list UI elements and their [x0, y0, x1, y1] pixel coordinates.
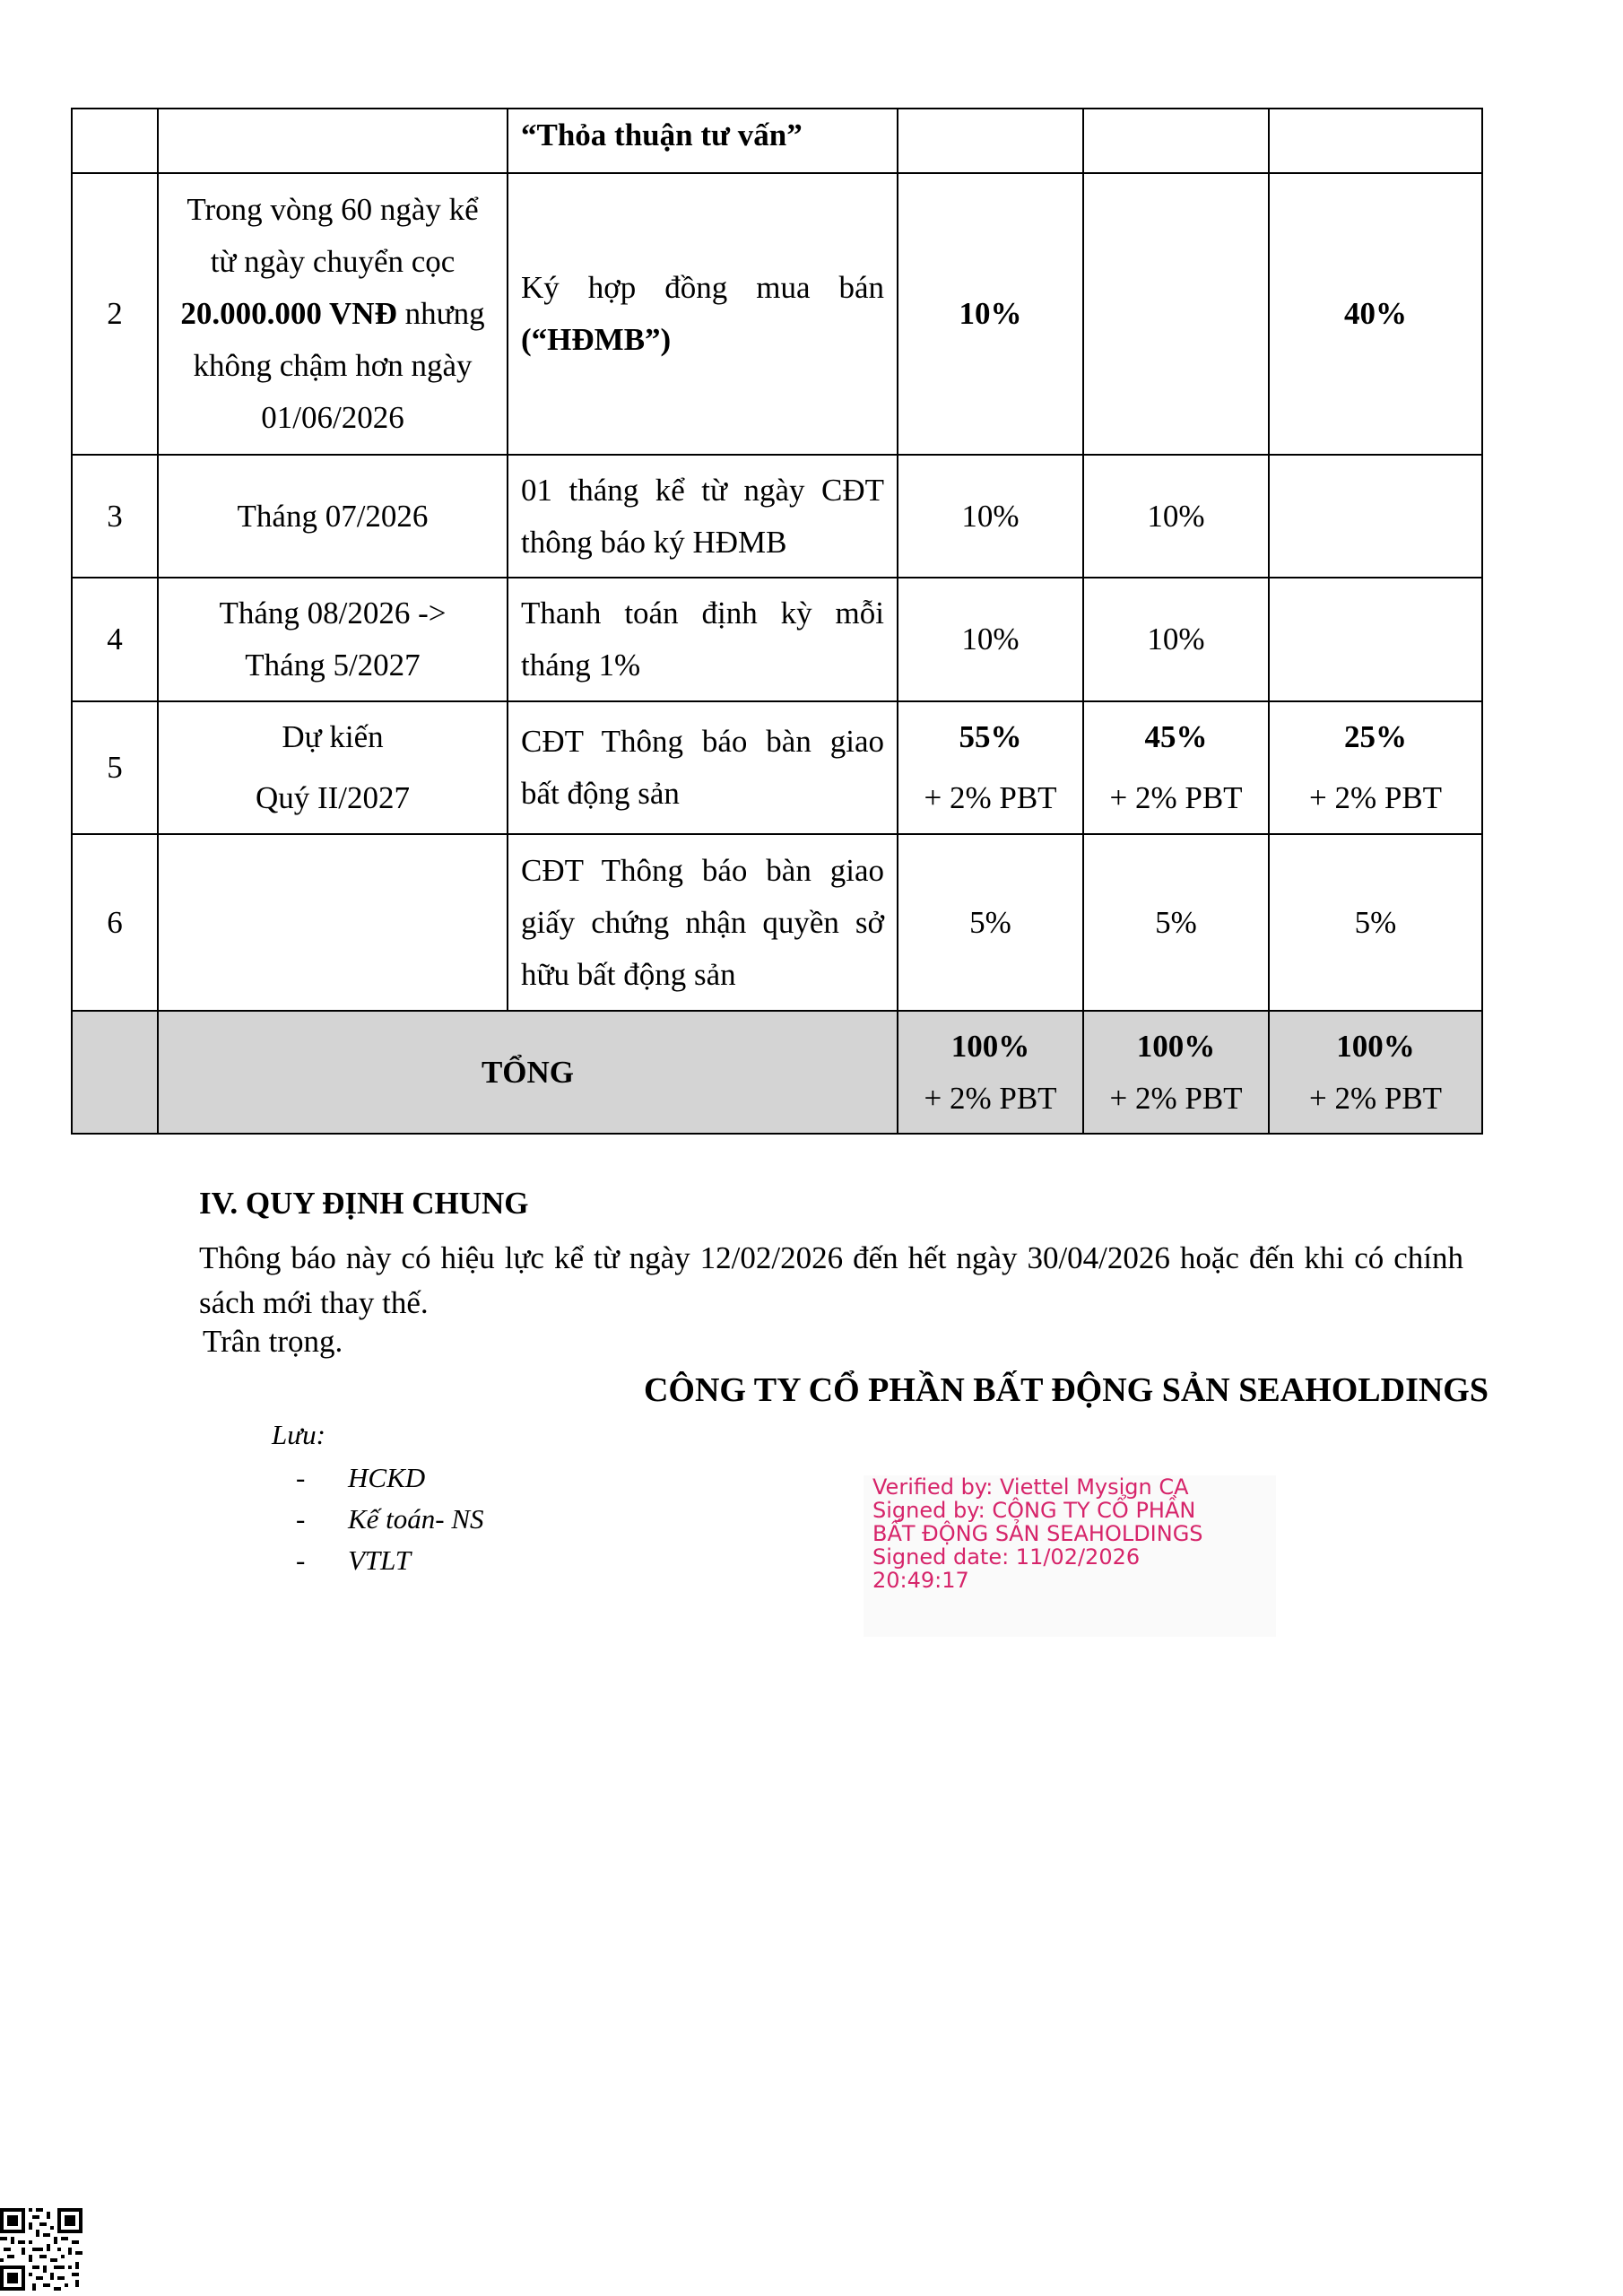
- table-row: [72, 109, 1482, 173]
- digital-signature-stamp: Verified by: Viettel Mysign CA Signed by: CÔNG TY CỔ PHẦN BẤT ĐỘNG SẢN SEAHOLDINGS Signed date: 11/02/2026 20:49:17: [864, 1475, 1276, 1637]
- table-row: [72, 173, 1482, 455]
- value-cell: 5%: [1083, 834, 1269, 1011]
- description-cell: Ký hợp đồng mua bán (“HĐMB”): [508, 173, 898, 455]
- description-cell: [508, 109, 898, 173]
- value-cell: 40%: [1269, 173, 1482, 455]
- value-cell: 10%: [898, 455, 1083, 578]
- total-value-cell: 100% + 2% PBT: [898, 1011, 1083, 1134]
- value-cell: 10%: [1083, 578, 1269, 701]
- time-cell: [158, 109, 508, 173]
- section-title: IV. QUY ĐỊNH CHUNG: [199, 1186, 529, 1221]
- value-cell: [1083, 173, 1269, 455]
- closing-regards: Trân trọng.: [203, 1324, 343, 1359]
- archive-label: Lưu:: [272, 1419, 325, 1450]
- time-cell: Tháng 08/2026 -> Tháng 5/2027: [158, 578, 508, 701]
- payment-schedule-table: [71, 108, 1483, 1135]
- value-cell: 45% + 2% PBT: [1083, 701, 1269, 834]
- table-row: [72, 834, 1482, 1011]
- row-number-cell: 2: [72, 173, 158, 455]
- table-row: [72, 578, 1482, 701]
- value-cell: 10%: [898, 173, 1083, 455]
- row-number-cell: 5: [72, 701, 158, 834]
- value-cell: [1269, 455, 1482, 578]
- value-cell: 25% + 2% PBT: [1269, 701, 1482, 834]
- row-number-cell: 3: [72, 455, 158, 578]
- advisory-agreement-text: “Thỏa thuận tư vấn”: [521, 117, 803, 152]
- row-number-cell: 4: [72, 578, 158, 701]
- value-cell: 5%: [898, 834, 1083, 1011]
- value-cell: 55% + 2% PBT: [898, 701, 1083, 834]
- description-cell: CĐT Thông báo bàn giao giấy chứng nhận quyền sở hữu bất động sản: [508, 834, 898, 1011]
- company-name: CÔNG TY CỔ PHẦN BẤT ĐỘNG SẢN SEAHOLDINGS: [643, 1371, 1488, 1409]
- list-item: - HCKD: [296, 1462, 426, 1493]
- time-cell: [158, 834, 508, 1011]
- value-cell: 10%: [1083, 455, 1269, 578]
- time-cell: Trong vòng 60 ngày kể từ ngày chuyển cọc 20.000.000 VNĐ nhưng không chậm hơn ngày 01/06/2026: [158, 173, 508, 455]
- list-item: - VTLT: [296, 1544, 412, 1576]
- value-cell: 5%: [1269, 834, 1482, 1011]
- value-cell: 10%: [898, 578, 1083, 701]
- qr-code-icon: [0, 2208, 82, 2291]
- row-number-cell: 6: [72, 834, 158, 1011]
- total-value-cell: 100% + 2% PBT: [1083, 1011, 1269, 1134]
- time-cell: Dự kiến Quý II/2027: [158, 701, 508, 834]
- value-cell: [1269, 578, 1482, 701]
- notice-paragraph: Thông báo này có hiệu lực kể từ ngày 12/02/2026 đến hết ngày 30/04/2026 hoặc đến khi có chính sách mới thay thế.: [199, 1240, 1463, 1320]
- total-label: TỔNG: [158, 1011, 898, 1134]
- description-cell: CĐT Thông báo bàn giao bất động sản: [508, 701, 898, 834]
- table-row: [72, 701, 1482, 834]
- total-row: [72, 1011, 1482, 1134]
- time-cell: Tháng 07/2026: [158, 455, 508, 578]
- list-item: - Kế toán- NS: [296, 1503, 484, 1535]
- description-cell: Thanh toán định kỳ mỗi tháng 1%: [508, 578, 898, 701]
- table-row: [72, 455, 1482, 578]
- row-number-cell: [72, 109, 158, 173]
- archive-list: [296, 1457, 484, 1581]
- total-value-cell: 100% + 2% PBT: [1269, 1011, 1482, 1134]
- description-cell: 01 tháng kể từ ngày CĐT thông báo ký HĐMB: [508, 455, 898, 578]
